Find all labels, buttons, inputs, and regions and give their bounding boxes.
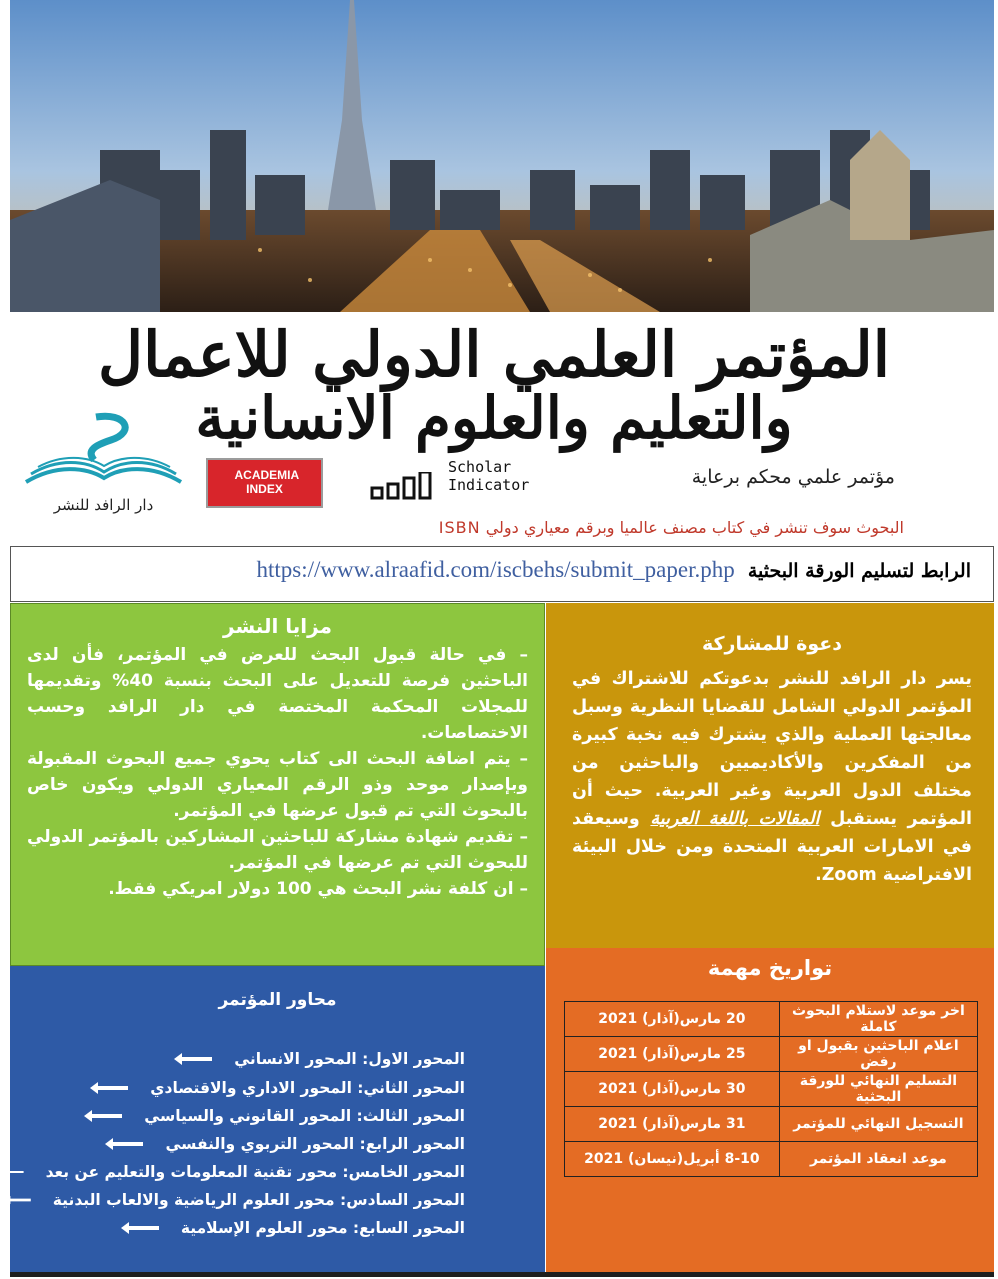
bar-chart-icon bbox=[370, 472, 434, 500]
axis-item bbox=[5, 1103, 465, 1129]
axis-item bbox=[5, 1075, 465, 1101]
date-event: التسليم النهائي للورقة البحثية bbox=[779, 1072, 977, 1107]
invitation-text-underlined: المقالات باللغة العربية bbox=[650, 809, 820, 829]
dates-heading: تواريخ مهمة bbox=[707, 956, 833, 980]
invitation-text-part1: يسر دار الرافد للنشر بدعوتكم للاشتراك في المؤتمر الدولي الشامل للقضايا النظرية وسبل معالجتها العملية والذي يشترك فيه نخبة كبيرة من المفكرين والأكاديميين والباحثين من مختلف الدول العربية وغير العربية. حيث أن المؤتمر يستقبل bbox=[572, 669, 973, 829]
invitation-heading: دعوة للمشاركة bbox=[701, 633, 843, 655]
submission-url-link[interactable]: https://www.alraafid.com/iscbehs/submit_paper.php bbox=[256, 557, 735, 582]
indicator-text: Indicator bbox=[448, 476, 530, 494]
date-event: موعد انعقاد المؤتمر bbox=[779, 1142, 977, 1177]
arrow-left-icon bbox=[174, 1052, 212, 1066]
axis-label: المحور الخامس: محور تقنية المعلومات والتعليم عن بعد bbox=[45, 1163, 465, 1181]
header-title-area bbox=[10, 312, 994, 545]
date-value: 8-10 أبريل(نيسان) 2021 bbox=[565, 1142, 780, 1177]
isbn-note: البحوث سوف تنشر في كتاب مصنف عالميا وبرقم معياري دولي ISBN bbox=[438, 518, 904, 537]
axis-label: المحور السادس: محور العلوم الرياضية والالعاب البدنية bbox=[52, 1191, 465, 1209]
axis-label: المحور السابع: محور العلوم الإسلامية bbox=[180, 1219, 465, 1237]
table-row bbox=[565, 1037, 978, 1072]
city-skyline-image bbox=[10, 0, 994, 312]
table-row bbox=[565, 1107, 978, 1142]
invitation-body bbox=[572, 665, 972, 889]
arrow-left-icon bbox=[90, 1081, 128, 1095]
sponsor-text: مؤتمر علمي محكم برعاية bbox=[691, 466, 895, 488]
dates-table bbox=[564, 1001, 978, 1177]
date-value: 30 مارس(آذار) 2021 bbox=[565, 1072, 780, 1107]
benefit-item: – يتم اضافة البحث الى كتاب يحوي جميع البحوث المقبولة وبإصدار موحد وذو الرقم المعياري الدولي ويكون خاص بالبحوث التي تم قبول عرضها في المؤتمر. bbox=[27, 749, 528, 821]
axis-item bbox=[5, 1187, 465, 1213]
submission-link-bar bbox=[10, 546, 994, 602]
arrow-left-icon bbox=[105, 1137, 143, 1151]
submission-link-label: الرابط لتسليم الورقة البحثية bbox=[747, 560, 971, 582]
invitation-box bbox=[546, 603, 994, 948]
academia-index-logo bbox=[206, 458, 323, 508]
date-event: التسجيل النهائي للمؤتمر bbox=[779, 1107, 977, 1142]
axis-item bbox=[5, 1215, 465, 1241]
axes-heading: محاور المؤتمر bbox=[218, 990, 337, 1010]
axis-label: المحور الرابع: المحور التربوي والنفسي bbox=[165, 1135, 465, 1153]
invitation-text-part2: وسيعقد في الامارات العربية المتحدة ومن خلال البيئة الافتراضية Zoom. bbox=[572, 809, 972, 885]
benefits-heading: مزايا النشر bbox=[223, 614, 332, 638]
date-event: اعلام الباحثين بقبول او رفض bbox=[779, 1037, 977, 1072]
raafid-logo bbox=[16, 412, 191, 517]
axis-label: المحور الاول: المحور الانساني bbox=[234, 1050, 465, 1068]
conference-title-line1: المؤتمر العلمي الدولي للاعمال bbox=[98, 318, 890, 391]
benefit-item: – ان كلفة نشر البحث هي 100 دولار امريكي فقط. bbox=[108, 879, 528, 899]
table-row bbox=[565, 1142, 978, 1177]
table-row bbox=[565, 1002, 978, 1037]
date-event: اخر موعد لاستلام البحوث كاملة bbox=[779, 1002, 977, 1037]
important-dates-box bbox=[546, 948, 994, 1272]
arrow-left-icon bbox=[84, 1109, 122, 1123]
axis-label: المحور الثاني: المحور الاداري والاقتصادي bbox=[150, 1079, 465, 1097]
date-value: 25 مارس(آذار) 2021 bbox=[565, 1037, 780, 1072]
bottom-divider bbox=[10, 1272, 994, 1277]
arrow-left-icon bbox=[121, 1221, 159, 1235]
axis-item bbox=[5, 1131, 465, 1157]
axis-label: المحور الثالث: المحور القانوني والسياسي bbox=[144, 1107, 465, 1125]
arrow-left-icon bbox=[5, 1165, 24, 1179]
publishing-benefits-box bbox=[10, 603, 545, 966]
table-row bbox=[565, 1072, 978, 1107]
axis-item bbox=[5, 1159, 465, 1185]
scholar-indicator-logo bbox=[362, 458, 567, 502]
benefit-item: – تقديم شهادة مشاركة للباحثين المشاركين بالمؤتمر الدولي للبحوث التي تم عرضها في المؤتمر. bbox=[27, 827, 528, 873]
arrow-left-icon bbox=[5, 1193, 31, 1207]
academia-index-logo-text: ACADEMIA INDEX bbox=[234, 468, 300, 496]
benefit-item: – في حالة قبول البحث للعرض في المؤتمر، فأن لدى الباحثين فرصة للتعديل على البحث بنسبة 40% وتقديمها للمجلات المحكمة المختصة في دار الرافد وحسب الاختصاصات. bbox=[27, 645, 529, 743]
raafid-logo-text: دار الرافد للنشر bbox=[53, 496, 154, 514]
axis-item bbox=[5, 1046, 465, 1072]
scholar-text: Scholar bbox=[448, 458, 512, 476]
date-value: 31 مارس(آذار) 2021 bbox=[565, 1107, 780, 1142]
conference-axes-box bbox=[10, 966, 545, 1272]
date-value: 20 مارس(آذار) 2021 bbox=[565, 1002, 780, 1037]
conference-title-line2: والتعليم والعلوم الانسانية bbox=[195, 384, 793, 452]
